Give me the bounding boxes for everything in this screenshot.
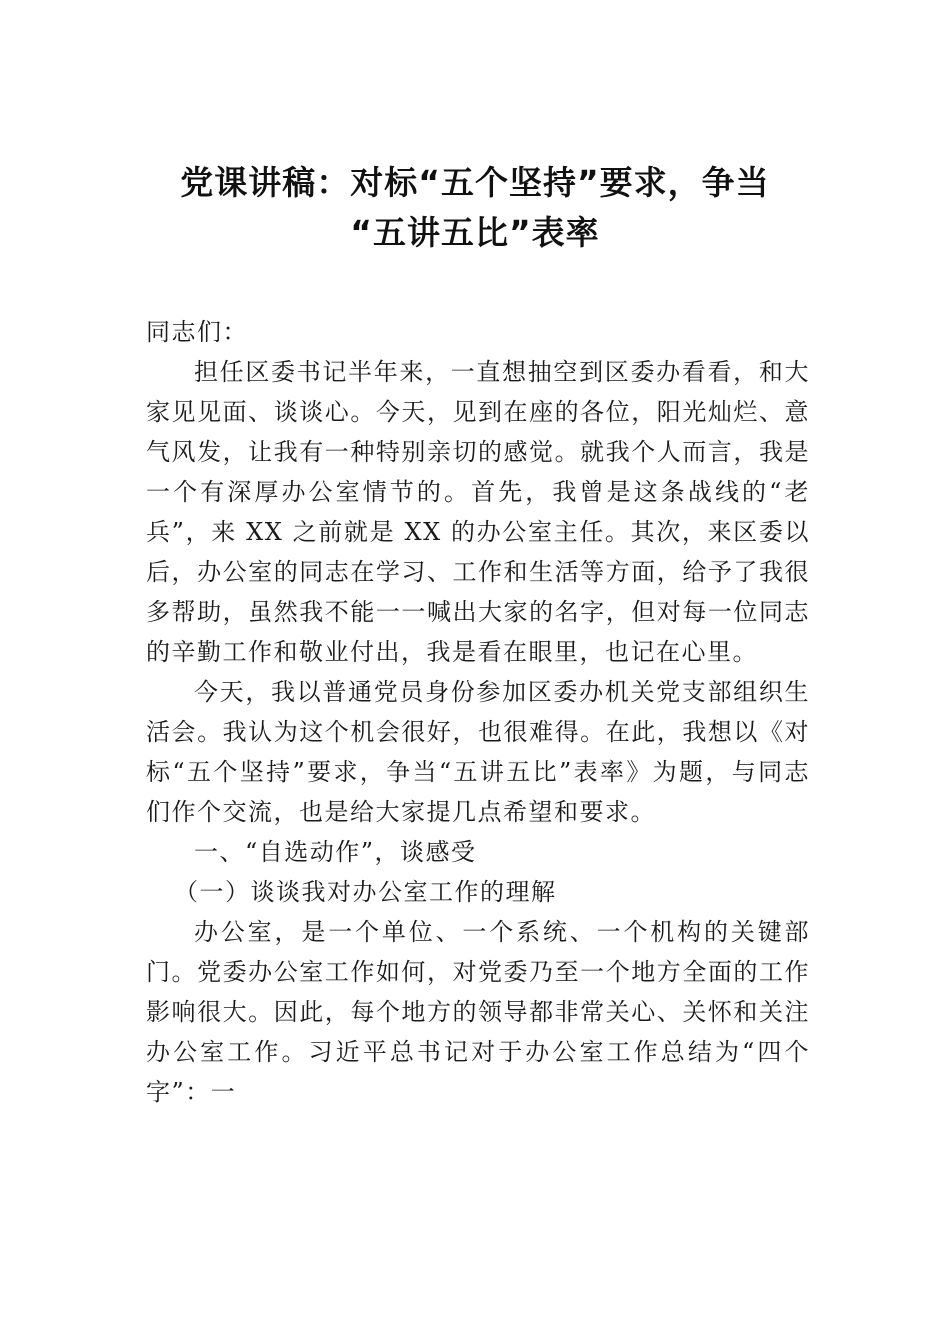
title-line-2: “五讲五比”表率 (350, 213, 600, 252)
paragraph-3: 办公室，是一个单位、一个系统、一个机构的关键部门。党委办公室工作如何，对党委乃至一个地方全面的工作影响很大。因此，每个地方的领导都非常关心、关怀和关注办公室工作。习近平总书记对于办公室工作总结为“四个字”：一 (146, 918, 810, 1106)
paragraph-2: 今天，我以普通党员身份参加区委办机关党支部组织生活会。我认为这个机会很好，也很难得。在此，我想以《对标“五个坚持”要求，争当“五讲五比”表率》为题，与同志们作个交流，也是给大家提几点希望和要求。 (146, 678, 810, 826)
section-heading-1-1: （一）谈谈我对办公室工作的理解 (174, 878, 557, 906)
salutation: 同志们： (146, 318, 248, 346)
section-heading-1: 一、“自选动作”，谈感受 (194, 838, 477, 866)
paragraph-1: 担任区委书记半年来，一直想抽空到区委办看看，和大家见见面、谈谈心。今天，见到在座的各位，阳光灿烂、意气风发，让我有一种特别亲切的感觉。就我个人而言，我是一个有深厚办公室情节的。首先，我曾是这条战线的“老兵”，来 XX 之前就是 XX 的办公室主任。其次，来区委以后，办公室的同志在学习、工作和生活等方面，给予了我很多帮助，虽然我不能一一喊出大家的名字，但对每一位同志的辛勤工作和敬业付出，我是看在眼里，也记在心里。 (146, 358, 810, 666)
document-body (146, 312, 810, 1112)
document-title (100, 158, 850, 258)
title-line-1: 党课讲稿：对标“五个坚持”要求，争当 (180, 163, 770, 202)
